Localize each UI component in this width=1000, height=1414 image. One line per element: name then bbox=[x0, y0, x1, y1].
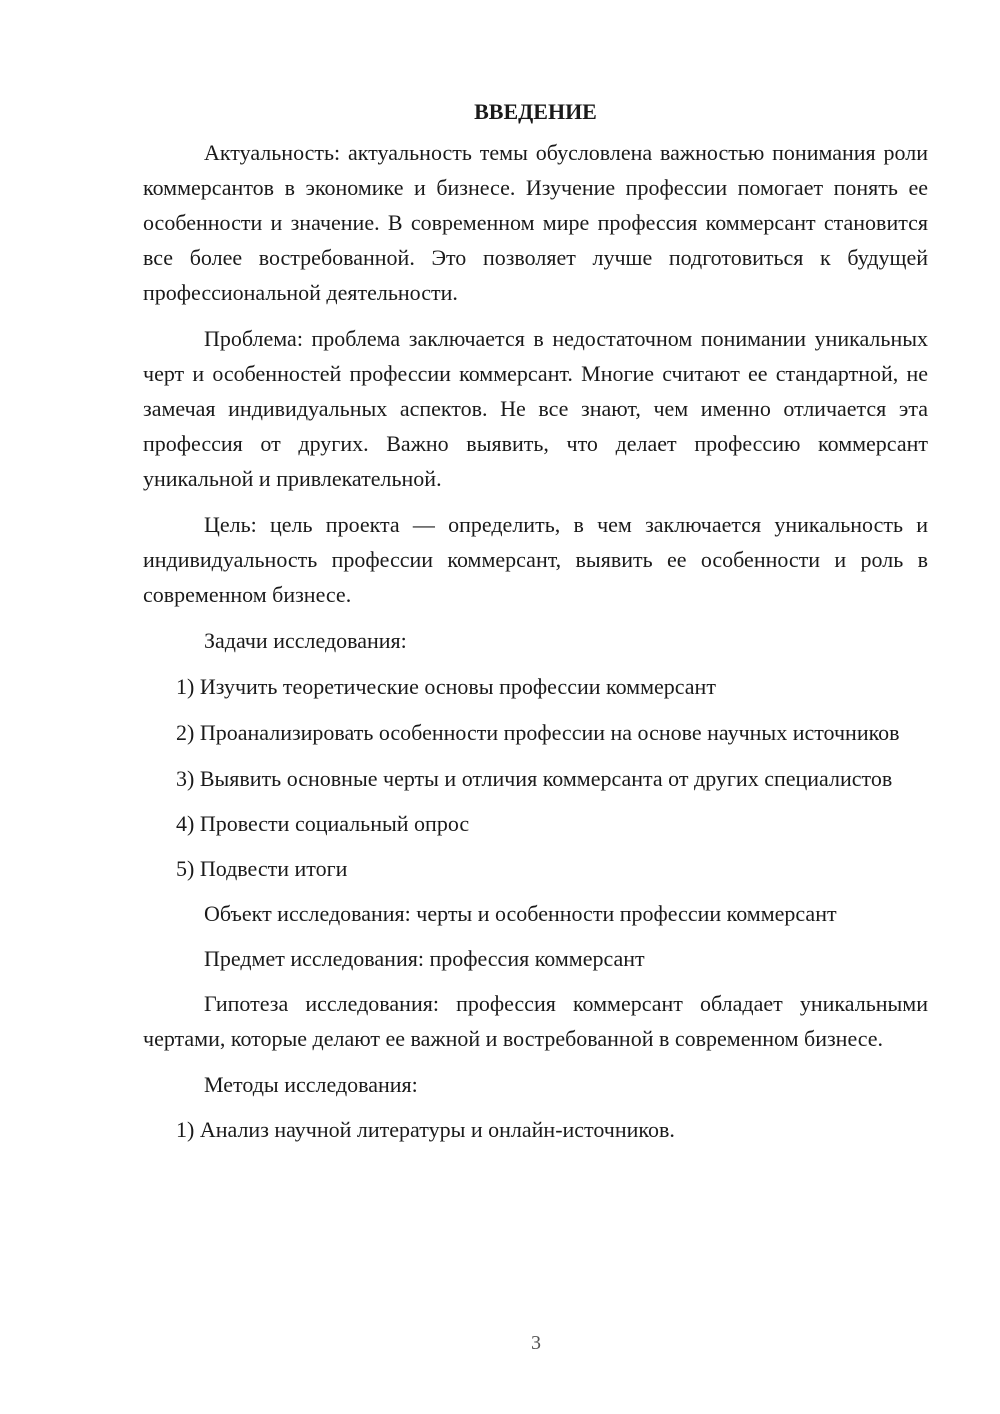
relevance-paragraph: Актуальность: актуальность темы обусловлена важностью понимания роли коммерсантов в экономике и бизнесе. Изучение профессии помогает понять ее особенности и значение. В современном мире профессия коммерсант становится все более востребованной. Это позволяет лучше подготовиться к будущей профессиональной деятельности. bbox=[143, 140, 928, 305]
method-item-1: 1) Анализ научной литературы и онлайн-источников. bbox=[176, 1117, 675, 1142]
methods-heading: Методы исследования: bbox=[204, 1072, 418, 1097]
task-item-5: 5) Подвести итоги bbox=[176, 856, 348, 881]
task-item-2: 2) Проанализировать особенности профессии на основе научных источников bbox=[176, 720, 900, 745]
problem-paragraph: Проблема: проблема заключается в недостаточном понимании уникальных черт и особенностей профессии коммерсант. Многие считают ее стандартной, не замечая индивидуальных аспектов. Не все знают, чем именно отличается эта профессия от других. Важно выявить, что делает профессию коммерсант уникальной и привлекательной. bbox=[143, 326, 928, 491]
goal-paragraph: Цель: цель проекта — определить, в чем заключается уникальность и индивидуальность профессии коммерсант, выявить ее особенности и роль в современном бизнесе. bbox=[143, 512, 928, 607]
task-item-1: 1) Изучить теоретические основы профессии коммерсант bbox=[176, 674, 716, 699]
subject-line: Предмет исследования: профессия коммерсант bbox=[204, 946, 645, 971]
task-item-4: 4) Провести социальный опрос bbox=[176, 811, 470, 836]
page-title: ВВЕДЕНИЕ bbox=[474, 99, 597, 124]
tasks-heading: Задачи исследования: bbox=[204, 628, 407, 653]
hypothesis-paragraph: Гипотеза исследования: профессия коммерсант обладает уникальными чертами, которые делают ее важной и востребованной в современном бизнесе. bbox=[143, 991, 928, 1051]
page-content bbox=[143, 94, 928, 1147]
object-line: Объект исследования: черты и особенности профессии коммерсант bbox=[204, 901, 837, 926]
page-number: 3 bbox=[531, 1332, 541, 1354]
task-item-3: 3) Выявить основные черты и отличия коммерсанта от других специалистов bbox=[176, 766, 893, 791]
